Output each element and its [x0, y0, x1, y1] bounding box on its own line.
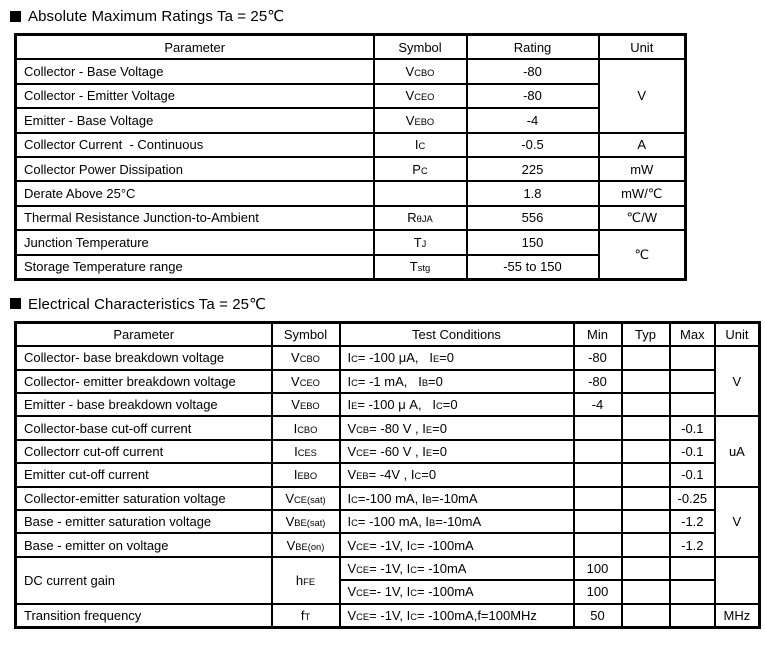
section-title-text: Absolute Maximum Ratings Ta = 25℃	[28, 8, 285, 25]
param-cell: Collector Power Dissipation	[16, 157, 374, 181]
typ-cell	[622, 393, 670, 416]
symbol-cell: ICBO	[272, 416, 340, 439]
param-cell: Base - emitter on voltage	[16, 533, 272, 556]
col-header-symbol: Symbol	[272, 322, 340, 346]
symbol-cell	[374, 181, 467, 205]
condition-cell: IC= -100 μA, IE=0	[340, 346, 574, 369]
table-row	[16, 230, 686, 254]
table-row	[16, 181, 686, 205]
table-row	[16, 370, 760, 393]
param-cell: Collector - Base Voltage	[16, 59, 374, 83]
min-cell: -80	[574, 346, 622, 369]
typ-cell	[622, 533, 670, 556]
symbol-cell: VCBO	[272, 346, 340, 369]
rating-cell: 225	[467, 157, 599, 181]
symbol-cell: VBE(on)	[272, 533, 340, 556]
param-cell: Collector- base breakdown voltage	[16, 346, 272, 369]
typ-cell	[622, 370, 670, 393]
param-cell: Derate Above 25°C	[16, 181, 374, 205]
symbol-cell: Tstg	[374, 255, 467, 280]
rating-cell: 150	[467, 230, 599, 254]
min-cell: -4	[574, 393, 622, 416]
table-row	[16, 510, 760, 533]
min-cell: -80	[574, 370, 622, 393]
param-cell: Base - emitter saturation voltage	[16, 510, 272, 533]
condition-cell: VCE= -1V, IC= -100mA	[340, 533, 574, 556]
max-cell	[670, 370, 716, 393]
col-header-typ: Typ	[622, 322, 670, 346]
symbol-cell: IEBO	[272, 463, 340, 486]
table-row	[16, 557, 760, 580]
symbol-cell: RθJA	[374, 206, 467, 230]
symbol-cell: VCEO	[272, 370, 340, 393]
symbol-cell: TJ	[374, 230, 467, 254]
condition-cell: IE= -100 μ A, IC=0	[340, 393, 574, 416]
param-cell: DC current gain	[16, 557, 272, 604]
param-cell: Emitter - base breakdown voltage	[16, 393, 272, 416]
unit-cell: V	[715, 346, 759, 416]
condition-cell: VCB= -80 V , IE=0	[340, 416, 574, 439]
table-header-row	[16, 322, 760, 346]
max-cell	[670, 557, 716, 580]
symbol-cell: IC	[374, 133, 467, 157]
symbol-cell: hFE	[272, 557, 340, 604]
unit-cell: ℃	[599, 230, 686, 279]
typ-cell	[622, 604, 670, 628]
unit-cell: A	[599, 133, 686, 157]
table-row	[16, 604, 760, 628]
param-cell: Collector- emitter breakdown voltage	[16, 370, 272, 393]
min-cell	[574, 510, 622, 533]
unit-cell: mW/℃	[599, 181, 686, 205]
symbol-cell: VCEO	[374, 84, 467, 108]
param-cell: Thermal Resistance Junction-to-Ambient	[16, 206, 374, 230]
symbol-cell: VCE(sat)	[272, 487, 340, 510]
section-bullet-icon	[10, 11, 21, 22]
typ-cell	[622, 440, 670, 463]
unit-cell: ℃/W	[599, 206, 686, 230]
rating-cell: 1.8	[467, 181, 599, 205]
param-cell: Junction Temperature	[16, 230, 374, 254]
max-cell: -0.25	[670, 487, 716, 510]
rating-cell: -55 to 150	[467, 255, 599, 280]
typ-cell	[622, 487, 670, 510]
unit-cell: V	[715, 487, 759, 557]
unit-cell: mW	[599, 157, 686, 181]
min-cell: 100	[574, 557, 622, 580]
rating-cell: -4	[467, 108, 599, 132]
symbol-cell: VEBO	[272, 393, 340, 416]
min-cell	[574, 533, 622, 556]
symbol-cell: VCBO	[374, 59, 467, 83]
condition-cell: IC=-100 mA, IB=-10mA	[340, 487, 574, 510]
col-header-symbol: Symbol	[374, 35, 467, 60]
condition-cell: VEB= -4V , IC=0	[340, 463, 574, 486]
condition-cell: IC= -100 mA, IB=-10mA	[340, 510, 574, 533]
section-bullet-icon	[10, 298, 21, 309]
condition-cell: VCE= -1V, IC= -100mA,f=100MHz	[340, 604, 574, 628]
min-cell: 50	[574, 604, 622, 628]
rating-cell: -0.5	[467, 133, 599, 157]
symbol-cell: VEBO	[374, 108, 467, 132]
param-cell: Collector - Emitter Voltage	[16, 84, 374, 108]
min-cell	[574, 440, 622, 463]
condition-cell: VCE= -1V, IC= -10mA	[340, 557, 574, 580]
condition-cell: VCE= -60 V , IE=0	[340, 440, 574, 463]
col-header-max: Max	[670, 322, 716, 346]
symbol-cell: PC	[374, 157, 467, 181]
condition-cell: IC= -1 mA, IB=0	[340, 370, 574, 393]
col-header-test-conditions: Test Conditions	[340, 322, 574, 346]
section-title-absolute-maximum-ratings	[10, 7, 765, 25]
unit-cell: uA	[715, 416, 759, 486]
min-cell	[574, 463, 622, 486]
typ-cell	[622, 416, 670, 439]
max-cell: -1.2	[670, 533, 716, 556]
min-cell	[574, 487, 622, 510]
max-cell	[670, 346, 716, 369]
unit-cell: V	[599, 59, 686, 132]
typ-cell	[622, 557, 670, 580]
symbol-cell: fT	[272, 604, 340, 628]
typ-cell	[622, 463, 670, 486]
col-header-parameter: Parameter	[16, 35, 374, 60]
min-cell: 100	[574, 580, 622, 603]
symbol-cell: VBE(sat)	[272, 510, 340, 533]
col-header-unit: Unit	[599, 35, 686, 60]
max-cell: -0.1	[670, 463, 716, 486]
col-header-rating: Rating	[467, 35, 599, 60]
param-cell: Emitter cut-off current	[16, 463, 272, 486]
table-row	[16, 59, 686, 83]
max-cell: -0.1	[670, 440, 716, 463]
max-cell: -0.1	[670, 416, 716, 439]
max-cell	[670, 604, 716, 628]
param-cell: Collector Current - Continuous	[16, 133, 374, 157]
table-row	[16, 206, 686, 230]
param-cell: Storage Temperature range	[16, 255, 374, 280]
unit-cell: MHz	[715, 604, 759, 628]
symbol-cell: ICES	[272, 440, 340, 463]
param-cell: Collector-base cut-off current	[16, 416, 272, 439]
param-cell: Transition frequency	[16, 604, 272, 628]
table-row	[16, 108, 686, 132]
table-header-row	[16, 35, 686, 60]
typ-cell	[622, 580, 670, 603]
table-row	[16, 440, 760, 463]
table-row	[16, 487, 760, 510]
table-row	[16, 84, 686, 108]
param-cell: Emitter - Base Voltage	[16, 108, 374, 132]
table-row	[16, 463, 760, 486]
max-cell	[670, 580, 716, 603]
electrical-characteristics-table	[14, 321, 761, 629]
table-row	[16, 346, 760, 369]
table-row	[16, 255, 686, 280]
param-cell: Collector-emitter saturation voltage	[16, 487, 272, 510]
col-header-parameter: Parameter	[16, 322, 272, 346]
max-cell	[670, 393, 716, 416]
rating-cell: -80	[467, 84, 599, 108]
param-cell: Collectorr cut-off current	[16, 440, 272, 463]
rating-cell: -80	[467, 59, 599, 83]
table-row	[16, 157, 686, 181]
table-row	[16, 416, 760, 439]
condition-cell: VCE=- 1V, IC= -100mA	[340, 580, 574, 603]
max-cell: -1.2	[670, 510, 716, 533]
absolute-maximum-ratings-table	[14, 33, 687, 281]
typ-cell	[622, 346, 670, 369]
unit-cell	[715, 557, 759, 604]
col-header-min: Min	[574, 322, 622, 346]
section-title-text: Electrical Characteristics Ta = 25℃	[28, 295, 267, 313]
col-header-unit: Unit	[715, 322, 759, 346]
table-row	[16, 533, 760, 556]
table-row	[16, 133, 686, 157]
min-cell	[574, 416, 622, 439]
rating-cell: 556	[467, 206, 599, 230]
section-title-electrical-characteristics	[10, 295, 765, 313]
table-row	[16, 393, 760, 416]
typ-cell	[622, 510, 670, 533]
